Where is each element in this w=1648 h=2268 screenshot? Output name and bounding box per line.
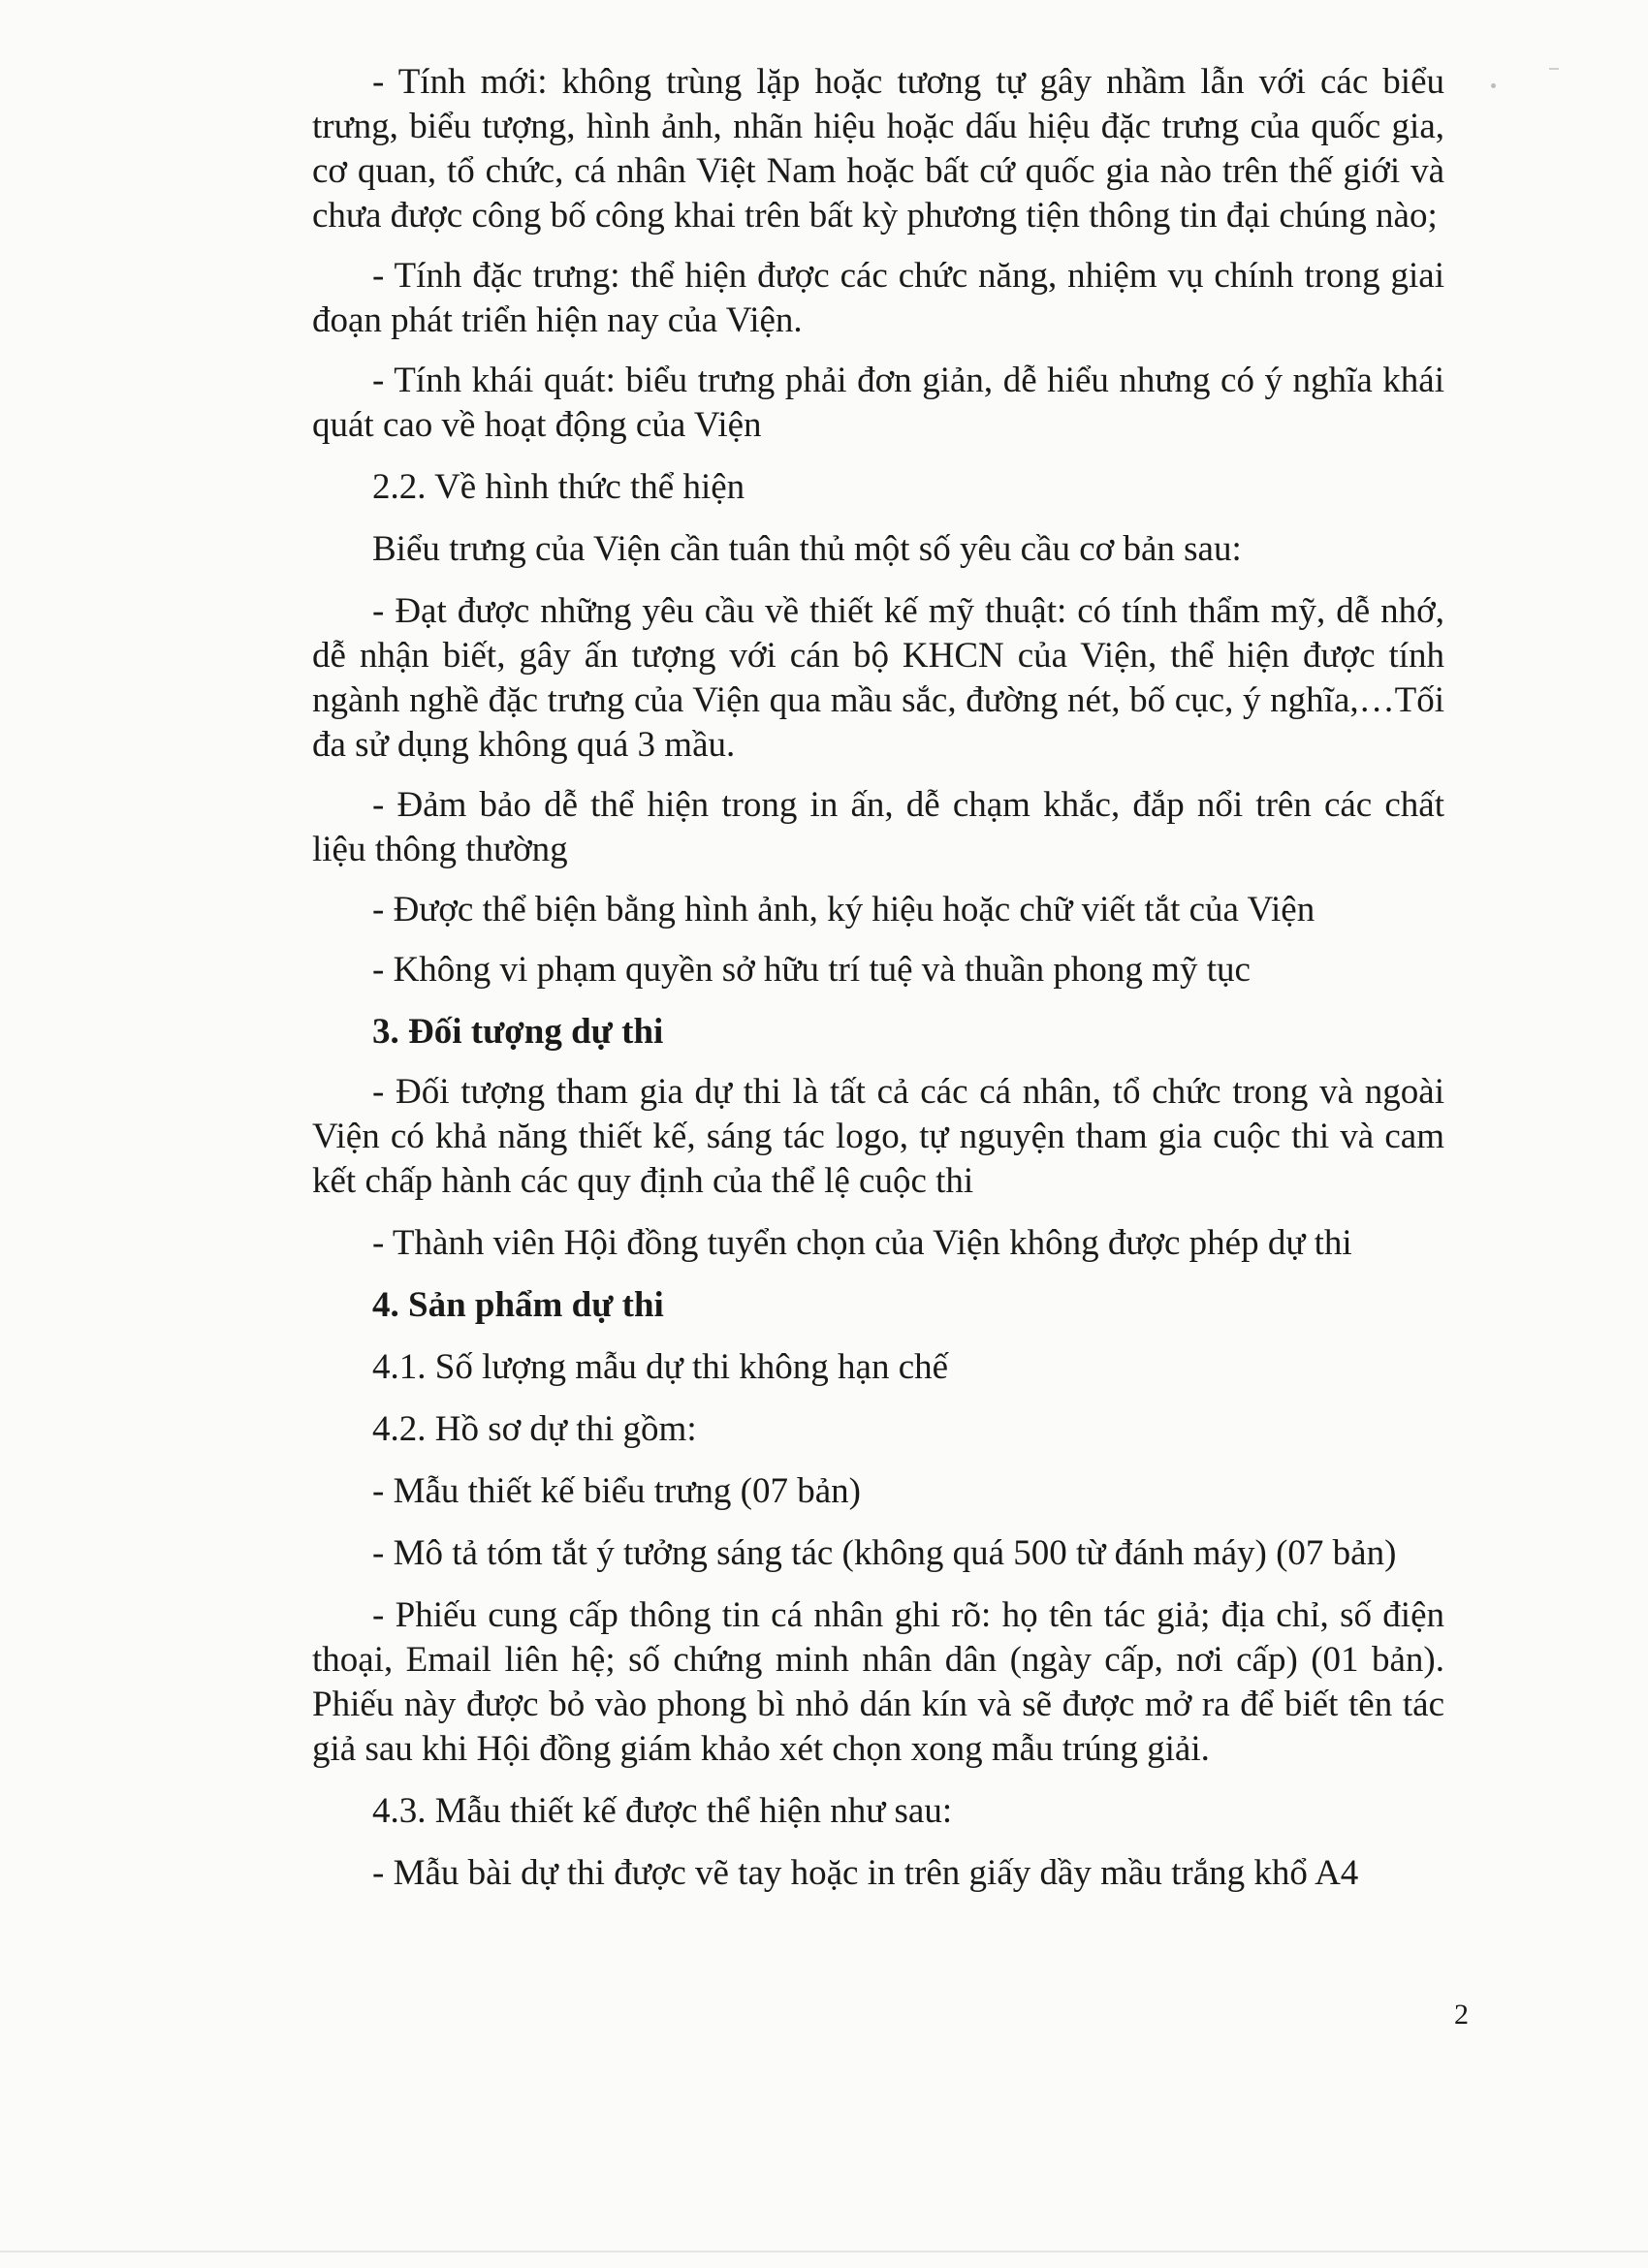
- paragraph-requirements-intro: Biểu trưng của Viện cần tuân thủ một số yêu cầu cơ bản sau:: [372, 529, 1242, 569]
- paragraph-novelty: - Tính mới: không trùng lặp hoặc tương tự gây nhầm lẫn với các biểu trưng, biểu tượng, hình ảnh, nhãn hiệu hoặc dấu hiệu đặc trưng của quốc gia, cơ quan, tổ chức, cá nhân Việt Nam hoặc bất cứ quốc gia nào trên thế giới và chưa được công bố công khai trên bất kỳ phương tiện thông tin đại chúng nào;: [312, 62, 1444, 236]
- section-4-3: 4.3. Mẫu thiết kế được thể hiện như sau:: [372, 1791, 953, 1831]
- paragraph-personal-info: - Phiếu cung cấp thông tin cá nhân ghi rõ: họ tên tác giả; địa chỉ, số điện thoại, Email liên hệ; số chứng minh nhân dân (ngày cấp, nơi cấp) (01 bản). Phiếu này được bỏ vào phong bì nhỏ dán kín và sẽ được mở ra để biết tên tác giả sau khi Hội đồng giám khảo xét chọn xong mẫu trúng giải.: [312, 1595, 1444, 1769]
- paragraph-expression: - Được thể biện bằng hình ảnh, ký hiệu hoặc chữ viết tắt của Viện: [372, 890, 1315, 929]
- paragraph-design-samples: - Mẫu thiết kế biểu trưng (07 bản): [372, 1471, 861, 1511]
- paragraph-exclusion: - Thành viên Hội đồng tuyển chọn của Viện không được phép dự thi: [372, 1223, 1352, 1263]
- paragraph-characteristic: - Tính đặc trưng: thể hiện được các chức năng, nhiệm vụ chính trong giai đoạn phát triển hiện nay của Viện.: [312, 256, 1444, 340]
- page-number: 2: [1454, 1999, 1469, 2031]
- paragraph-idea-description: - Mô tả tóm tắt ý tưởng sáng tác (không quá 500 từ đánh máy) (07 bản): [372, 1533, 1397, 1573]
- section-4-heading: 4. Sản phẩm dự thi: [372, 1285, 664, 1325]
- paragraph-ip: - Không vi phạm quyền sở hữu trí tuệ và thuần phong mỹ tục: [372, 950, 1251, 990]
- scan-speck: [1491, 83, 1496, 88]
- paragraph-generality: - Tính khái quát: biểu trưng phải đơn giản, dễ hiểu nhưng có ý nghĩa khái quát cao về hoạt động của Viện: [312, 361, 1444, 445]
- section-4-2: 4.2. Hồ sơ dự thi gồm:: [372, 1409, 697, 1449]
- document-body: [312, 60, 1444, 1896]
- section-2-2-heading: 2.2. Về hình thức thể hiện: [372, 467, 745, 507]
- paragraph-art-design: - Đạt được những yêu cầu về thiết kế mỹ thuật: có tính thẩm mỹ, dễ nhớ, dễ nhận biết, gây ấn tượng với cán bộ KHCN của Viện, thể hiện được tính ngành nghề đặc trưng của Viện qua mầu sắc, đường nét, bố cục, ý nghĩa,…Tối đa sử dụng không quá 3 mầu.: [312, 591, 1444, 765]
- paragraph-paper-format: - Mẫu bài dự thi được vẽ tay hoặc in trên giấy dầy mầu trắng khổ A4: [372, 1853, 1359, 1893]
- section-3-heading: 3. Đối tượng dự thi: [372, 1012, 664, 1052]
- scan-edge-line: [0, 2251, 1648, 2252]
- section-4-1: 4.1. Số lượng mẫu dự thi không hạn chế: [372, 1347, 949, 1387]
- paragraph-printing: - Đảm bảo dễ thể hiện trong in ấn, dễ chạm khắc, đắp nổi trên các chất liệu thông thường: [312, 785, 1444, 869]
- paragraph-participants: - Đối tượng tham gia dự thi là tất cả các cá nhân, tổ chức trong và ngoài Viện có khả năng thiết kế, sáng tác logo, tự nguyện tham gia cuộc thi và cam kết chấp hành các quy định của thể lệ cuộc thi: [312, 1072, 1444, 1201]
- scan-mark: [1549, 68, 1559, 70]
